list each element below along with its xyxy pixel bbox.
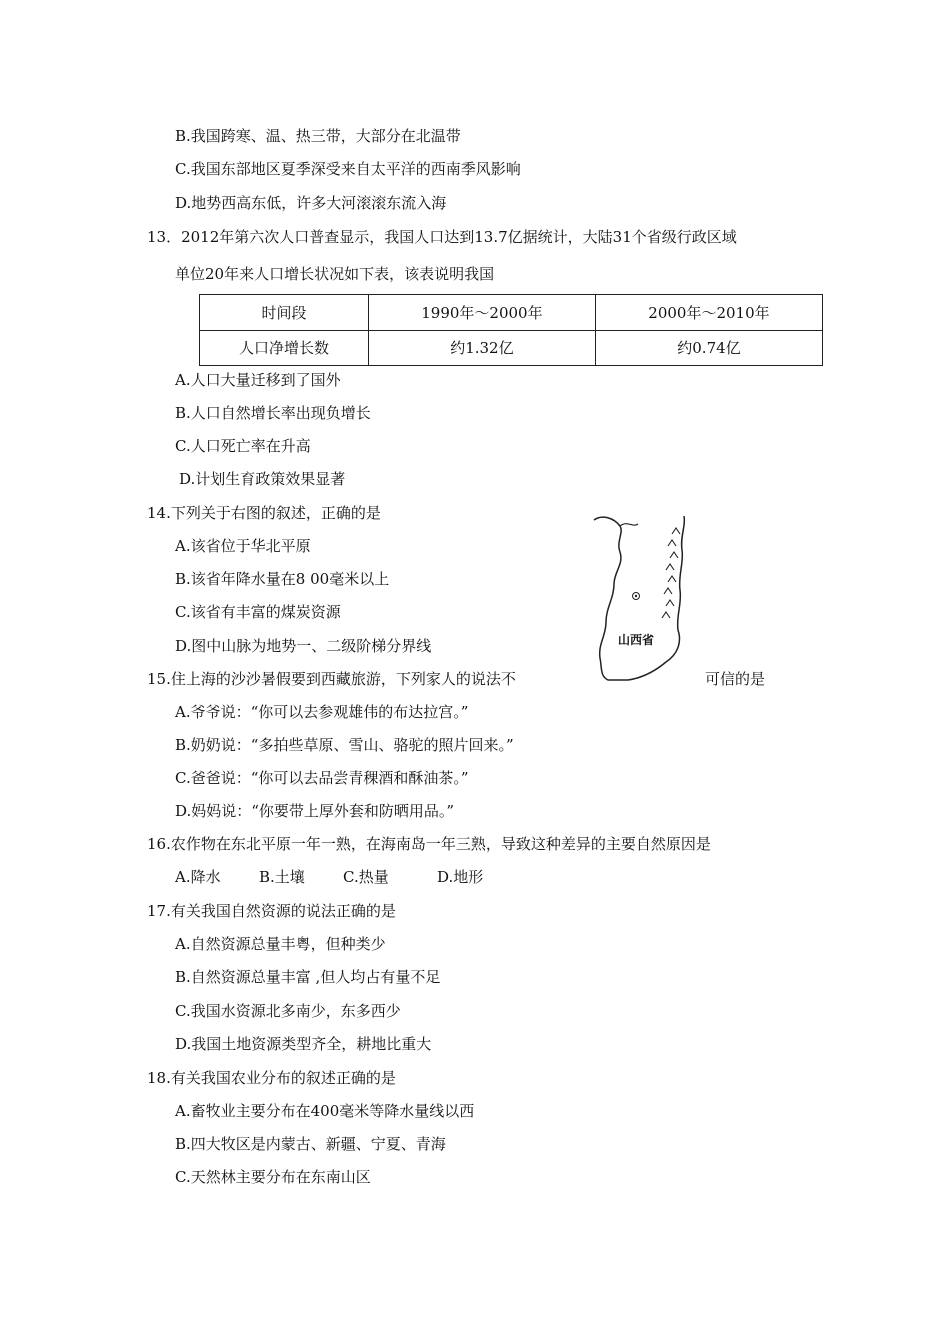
q16-option-a: A.降水	[175, 868, 221, 886]
q14-option-d: D.图中山脉为地势一、二级阶梯分界线	[175, 637, 432, 655]
q15-stem-right: 可信的是	[705, 670, 766, 688]
q16-option-b: B.土壤	[259, 868, 305, 886]
q12-option-b: B.我国跨寒、温、热三带，大部分在北温带	[175, 127, 461, 145]
q18-option-c: C.天然林主要分布在东南山区	[175, 1168, 371, 1186]
q13-option-a: A.人口大量迁移到了国外	[175, 371, 341, 389]
q13-stem-line2: 单位20年来人口增长状况如下表，该表说明我国	[175, 265, 495, 283]
q15-option-b: B.奶奶说：“多拍些草原、雪山、骆驼的照片回来。”	[175, 736, 514, 754]
q15-option-a: A.爷爷说：“你可以去参观雄伟的布达拉宫。”	[175, 703, 469, 721]
q14-option-c: C.该省有丰富的煤炭资源	[175, 603, 341, 621]
q15-stem-left: 15.住上海的沙沙暑假要到西藏旅游，下列家人的说法不	[147, 670, 516, 688]
q18-option-a: A.畜牧业主要分布在400毫米等降水量线以西	[175, 1102, 475, 1120]
map-province-label: 山西省	[618, 633, 655, 647]
q18-stem: 18.有关我国农业分布的叙述正确的是	[147, 1069, 396, 1087]
q16-option-c: C.热量	[343, 868, 389, 886]
q18-option-b: B.四大牧区是内蒙古、新疆、宁夏、青海	[175, 1135, 446, 1153]
table-header-cell: 2000年～2010年	[595, 295, 822, 331]
table-header-row	[200, 295, 823, 331]
q16-stem: 16.农作物在东北平原一年一熟，在海南岛一年三熟，导致这种差异的主要自然原因是	[147, 835, 711, 853]
q17-option-a: A.自然资源总量丰粤，但种类少	[175, 935, 386, 953]
province-outline-icon	[588, 512, 700, 684]
q16-option-d: D.地形	[437, 868, 484, 886]
q13-stem-line1: 13．2012年第六次人口普查显示，我国人口达到13.7亿据统计，大陆31个省级行政区域	[147, 228, 737, 246]
population-growth-table	[199, 294, 823, 366]
table-header-cell: 1990年～2000年	[368, 295, 595, 331]
q13-option-b: B.人口自然增长率出现负增长	[175, 404, 371, 422]
q12-option-d: D.地势西高东低，许多大河滚滚东流入海	[175, 194, 447, 212]
table-cell: 人口净增长数	[200, 330, 369, 366]
shanxi-province-map	[588, 512, 700, 684]
table-cell: 约1.32亿	[368, 330, 595, 366]
q15-option-d: D.妈妈说：“你要带上厚外套和防晒用品。”	[175, 802, 455, 820]
q13-option-c: C.人口死亡率在升高	[175, 437, 311, 455]
table-cell: 约0.74亿	[595, 330, 822, 366]
q14-option-b: B.该省年降水量在8 00毫米以上	[175, 570, 390, 588]
q17-option-b: B.自然资源总量丰富 ,但人均占有量不足	[175, 968, 441, 986]
q14-stem: 14.下列关于右图的叙述，正确的是	[147, 504, 381, 522]
q13-option-d: D.计划生育政策效果显著	[179, 470, 346, 488]
q12-option-c: C.我国东部地区夏季深受来自太平洋的西南季风影响	[175, 160, 521, 178]
q15-option-c: C.爸爸说：“你可以去品尝青稞酒和酥油茶。”	[175, 769, 469, 787]
table-row	[200, 330, 823, 366]
q14-option-a: A.该省位于华北平原	[175, 537, 311, 555]
q17-stem: 17.有关我国自然资源的说法正确的是	[147, 902, 396, 920]
table-header-cell: 时间段	[200, 295, 369, 331]
q17-option-c: C.我国水资源北多南少，东多西少	[175, 1002, 401, 1020]
q17-option-d: D.我国土地资源类型齐全，耕地比重大	[175, 1035, 432, 1053]
